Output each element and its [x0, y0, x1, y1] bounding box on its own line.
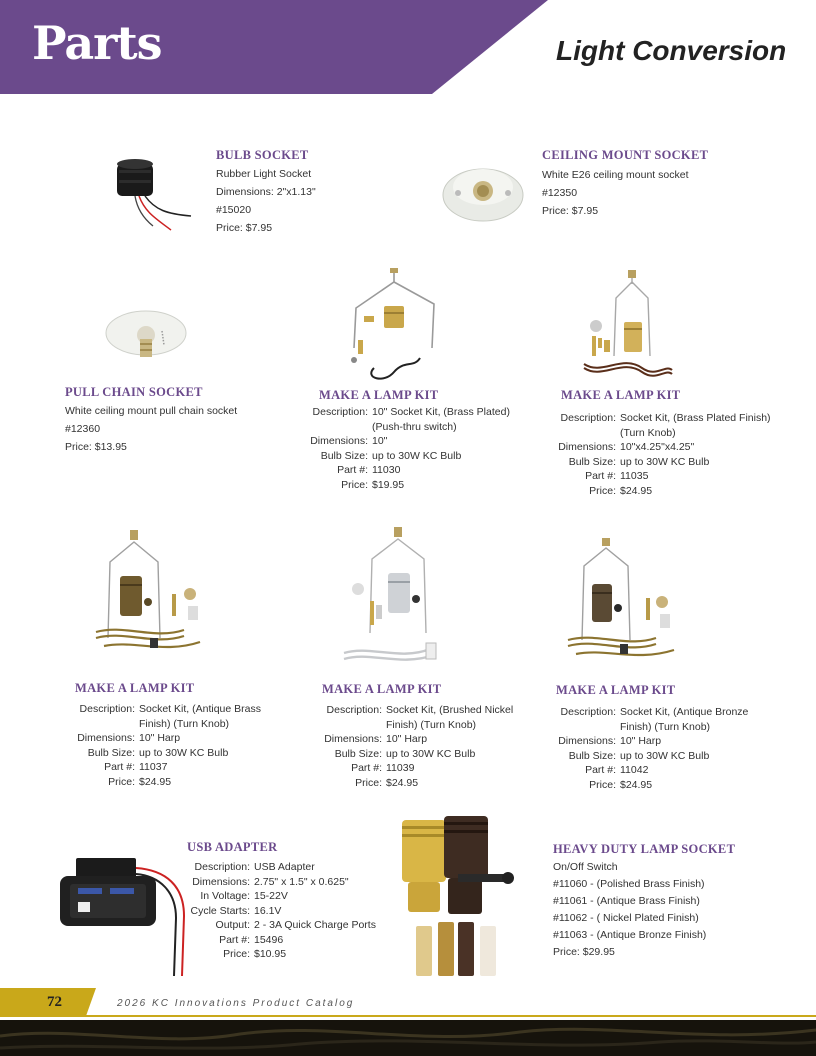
page-title: Parts — [32, 16, 162, 70]
spec-label: Dimensions: — [77, 732, 135, 744]
spec-value: 10" — [372, 435, 388, 447]
spec-label: Price: — [589, 778, 616, 791]
heavy-duty-socket-image — [398, 814, 518, 980]
product-title: MAKE A LAMP KIT — [319, 388, 439, 402]
spec-label: Price: — [223, 948, 250, 960]
product-title: USB ADAPTER — [187, 840, 278, 854]
product-details — [65, 402, 237, 456]
spec-value: Socket Kit, (Brass Plated Finish) (Turn Knob) — [620, 412, 771, 439]
spec-list — [302, 703, 530, 790]
spec-value: USB Adapter — [254, 861, 315, 873]
product-variant: #11060 - (Polished Brass Finish) — [553, 878, 705, 890]
spec-label: Dimensions: — [558, 735, 616, 747]
spec-label: Description: — [79, 703, 135, 715]
spec-value: 11030 — [372, 464, 401, 476]
product-description: White ceiling mount pull chain socket — [65, 405, 238, 417]
spec-label: Part #: — [351, 762, 382, 774]
product-title: BULB SOCKET — [216, 148, 309, 162]
product-variant: #11063 - (Antique Bronze Finish) — [553, 929, 707, 941]
product-part-number: #12350 — [542, 187, 578, 199]
spec-value: 2.75" x 1.5" x 0.625" — [254, 875, 349, 888]
spec-label: Description: — [194, 861, 250, 873]
spec-label: Description: — [312, 406, 368, 418]
spec-list — [535, 411, 771, 498]
spec-label: Price: — [108, 775, 135, 788]
product-feature: On/Off Switch — [553, 861, 618, 873]
spec-label: Dimensions: — [324, 733, 382, 745]
spec-label: Bulb Size: — [87, 746, 135, 759]
spec-value: $19.95 — [372, 478, 405, 491]
product-variant: #11061 - (Antique Brass Finish) — [553, 895, 700, 907]
spec-label: Dimensions: — [192, 875, 250, 888]
spec-label: Description: — [560, 706, 616, 718]
product-details — [542, 166, 689, 220]
product-title: MAKE A LAMP KIT — [561, 388, 681, 402]
spec-value: up to 30W KC Bulb — [620, 455, 710, 468]
spec-value: Socket Kit, (Antique Brass Finish) (Turn Knob) — [139, 703, 261, 730]
footer-catalog-name: 2026 KC Innovations Product Catalog — [117, 998, 355, 1009]
spec-label: Description: — [326, 704, 382, 716]
product-part-number: #12360 — [65, 423, 101, 435]
spec-value: $24.95 — [620, 778, 653, 791]
spec-value: 10" Harp — [139, 732, 181, 744]
ceiling-socket-image — [440, 155, 526, 225]
footer-band — [0, 986, 816, 1056]
spec-value: $10.95 — [254, 948, 287, 960]
spec-value: up to 30W KC Bulb — [620, 749, 710, 762]
spec-label: Part #: — [104, 761, 135, 773]
spec-value: 10"x4.25"x4.25" — [620, 441, 695, 453]
spec-label: Part #: — [337, 464, 368, 476]
spec-list — [55, 702, 277, 789]
spec-value: up to 30W KC Bulb — [372, 449, 462, 462]
spec-value: 10" Harp — [386, 733, 428, 745]
spec-list — [182, 860, 412, 962]
spec-value: up to 30W KC Bulb — [139, 746, 229, 759]
spec-value: 11039 — [386, 762, 415, 774]
spec-value: $24.95 — [386, 776, 419, 789]
product-dimensions: Dimensions: 2"x1.13" — [216, 186, 316, 198]
spec-label: Bulb Size: — [568, 455, 616, 468]
product-description: White E26 ceiling mount socket — [542, 169, 689, 181]
product-title: MAKE A LAMP KIT — [556, 683, 676, 697]
product-variant: #11062 - ( Nickel Plated Finish) — [553, 912, 699, 924]
spec-value: up to 30W KC Bulb — [386, 747, 476, 760]
product-title: MAKE A LAMP KIT — [75, 681, 195, 695]
lamp-kit-image — [566, 536, 680, 674]
spec-label: Description: — [560, 412, 616, 424]
spec-value: Socket Kit, (Antique Bronze Finish) (Turn Knob) — [620, 706, 749, 733]
product-title: HEAVY DUTY LAMP SOCKET — [553, 842, 736, 856]
pull-chain-socket-image — [104, 305, 188, 377]
spec-value: 15496 — [254, 933, 284, 946]
spec-label: Part #: — [585, 470, 616, 482]
spec-label: Bulb Size: — [334, 747, 382, 760]
lamp-kit-image — [94, 528, 206, 668]
spec-value: 11042 — [620, 764, 649, 776]
spec-value: 2 - 3A Quick Charge Ports — [254, 919, 376, 931]
product-details — [553, 859, 706, 961]
spec-label: Price: — [355, 776, 382, 789]
spec-label: Dimensions: — [558, 441, 616, 453]
lamp-kit-image — [340, 525, 446, 673]
product-description: Rubber Light Socket — [216, 168, 312, 180]
product-price: Price: $13.95 — [65, 441, 127, 453]
spec-label: Bulb Size: — [320, 449, 368, 462]
spec-label: Part #: — [585, 764, 616, 776]
product-title: CEILING MOUNT SOCKET — [542, 148, 709, 162]
spec-value: $24.95 — [620, 484, 653, 497]
spec-label: Price: — [589, 484, 616, 497]
spec-label: In Voltage: — [200, 890, 250, 902]
spec-list — [536, 705, 764, 792]
product-part-number: #15020 — [216, 204, 252, 216]
spec-value: Socket Kit, (Brushed Nickel Finish) (Turn Knob) — [386, 704, 514, 731]
spec-label: Part #: — [219, 933, 250, 946]
spec-value: 11037 — [139, 761, 168, 773]
spec-value: 15-22V — [254, 890, 288, 902]
product-title: MAKE A LAMP KIT — [322, 682, 442, 696]
spec-label: Dimensions: — [310, 435, 368, 447]
page-number: 72 — [47, 994, 62, 1010]
spec-value: 16.1V — [254, 904, 282, 917]
spec-label: Bulb Size: — [568, 749, 616, 762]
spec-value: 10" Harp — [620, 735, 662, 747]
product-price: Price: $7.95 — [542, 205, 599, 217]
spec-label: Output: — [215, 919, 250, 931]
spec-label: Cycle Starts: — [190, 904, 250, 917]
product-title: PULL CHAIN SOCKET — [65, 385, 203, 399]
lamp-kit-image — [582, 268, 674, 384]
bulb-socket-image — [105, 152, 195, 238]
product-details — [216, 165, 316, 237]
spec-label: Price: — [341, 478, 368, 491]
product-price: Price: $7.95 — [216, 222, 273, 234]
lamp-kit-image — [334, 268, 446, 386]
spec-value: 10" Socket Kit, (Brass Plated) (Push-thru switch) — [372, 406, 510, 433]
spec-list — [292, 405, 512, 492]
section-title: Light Conversion — [556, 35, 787, 66]
product-price: Price: $29.95 — [553, 946, 615, 958]
spec-value: 11035 — [620, 470, 649, 482]
usb-adapter-image — [56, 856, 192, 980]
spec-value: $24.95 — [139, 775, 172, 788]
